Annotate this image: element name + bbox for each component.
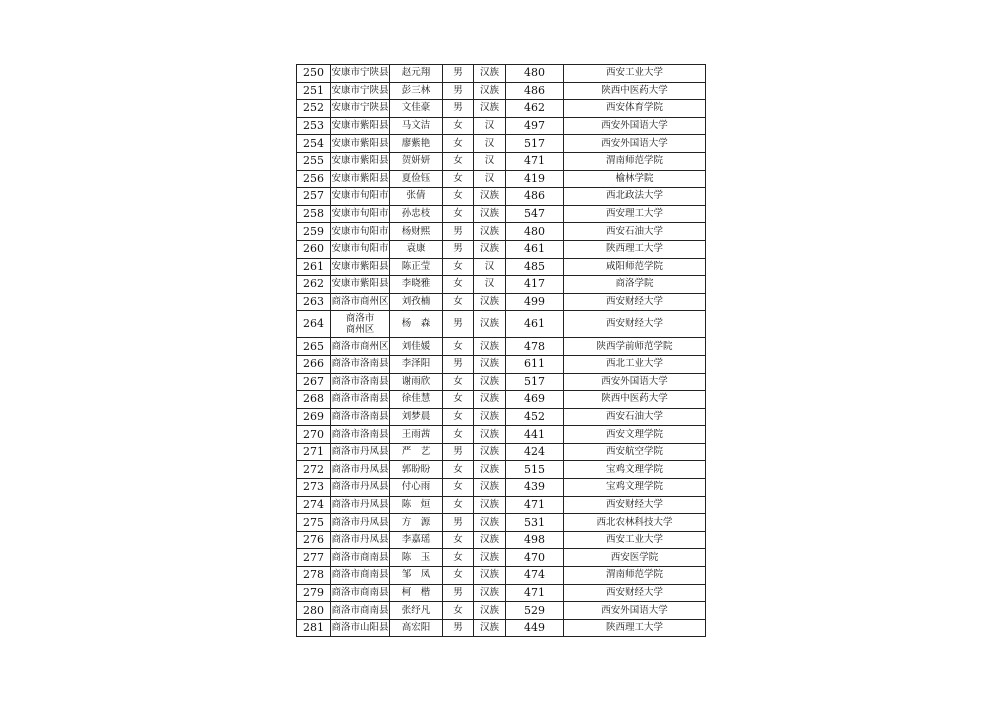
cell-score: 547 [506,205,564,223]
cell-score: 462 [506,100,564,118]
cell-admitted-school: 西北政法大学 [564,188,706,206]
cell-region: 商洛市丹凤县 [331,443,390,461]
cell-region: 商洛市丹凤县 [331,514,390,532]
cell-ethnicity: 汉族 [474,100,506,118]
cell-admitted-school: 榆林学院 [564,170,706,188]
cell-gender: 女 [443,338,474,356]
cell-ethnicity: 汉族 [474,391,506,409]
cell-gender: 女 [443,479,474,497]
cell-gender: 女 [443,276,474,294]
cell-student-name: 杨财熙 [390,223,443,241]
table-row [297,619,706,637]
cell-score: 498 [506,531,564,549]
cell-score: 474 [506,567,564,585]
cell-region: 安康市宁陕县 [331,100,390,118]
table-row [297,584,706,602]
cell-ethnicity: 汉族 [474,584,506,602]
cell-ethnicity: 汉族 [474,479,506,497]
table-row [297,100,706,118]
table-row [297,135,706,153]
cell-number: 267 [297,373,331,391]
cell-ethnicity: 汉 [474,170,506,188]
cell-number: 270 [297,426,331,444]
cell-score: 461 [506,240,564,258]
cell-gender: 女 [443,408,474,426]
cell-number: 272 [297,461,331,479]
cell-gender: 男 [443,311,474,338]
cell-admitted-school: 西安体育学院 [564,100,706,118]
cell-gender: 男 [443,240,474,258]
cell-student-name: 刘梦晨 [390,408,443,426]
cell-student-name: 严 艺 [390,443,443,461]
cell-region: 商洛市丹凤县 [331,479,390,497]
cell-gender: 女 [443,205,474,223]
cell-admitted-school: 咸阳师范学院 [564,258,706,276]
table-row [297,443,706,461]
cell-admitted-school: 西安医学院 [564,549,706,567]
cell-number: 269 [297,408,331,426]
cell-student-name: 李晓雅 [390,276,443,294]
cell-gender: 男 [443,514,474,532]
cell-gender: 女 [443,602,474,620]
cell-number: 264 [297,311,331,338]
cell-student-name: 陈 烜 [390,496,443,514]
table-row [297,338,706,356]
table-row [297,65,706,83]
table-row [297,82,706,100]
cell-ethnicity: 汉族 [474,293,506,311]
cell-gender: 女 [443,373,474,391]
cell-ethnicity: 汉 [474,152,506,170]
cell-ethnicity: 汉族 [474,223,506,241]
cell-gender: 女 [443,135,474,153]
table-row [297,567,706,585]
cell-ethnicity: 汉族 [474,65,506,83]
cell-admitted-school: 商洛学院 [564,276,706,294]
table-row [297,276,706,294]
cell-student-name: 文佳豪 [390,100,443,118]
cell-score: 486 [506,188,564,206]
cell-number: 253 [297,117,331,135]
cell-admitted-school: 西安工业大学 [564,531,706,549]
cell-gender: 女 [443,426,474,444]
cell-admitted-school: 西安文理学院 [564,426,706,444]
table-row [297,461,706,479]
cell-admitted-school: 西安外国语大学 [564,135,706,153]
cell-region: 商洛市丹凤县 [331,531,390,549]
cell-gender: 男 [443,223,474,241]
cell-admitted-school: 陕西理工大学 [564,619,706,637]
cell-admitted-school: 西北工业大学 [564,355,706,373]
cell-score: 517 [506,135,564,153]
cell-score: 471 [506,152,564,170]
cell-ethnicity: 汉族 [474,373,506,391]
cell-score: 441 [506,426,564,444]
cell-student-name: 赵元翔 [390,65,443,83]
cell-number: 268 [297,391,331,409]
cell-region: 商洛市商南县 [331,567,390,585]
cell-number: 276 [297,531,331,549]
cell-number: 258 [297,205,331,223]
cell-score: 480 [506,65,564,83]
cell-region: 商洛市商南县 [331,549,390,567]
table-row [297,549,706,567]
cell-region: 商洛市山阳县 [331,619,390,637]
cell-student-name: 张倩 [390,188,443,206]
table-row [297,293,706,311]
cell-student-name: 杨 森 [390,311,443,338]
table-row [297,152,706,170]
cell-region: 商洛市商南县 [331,602,390,620]
table-row [297,355,706,373]
cell-number: 263 [297,293,331,311]
cell-student-name: 陈 玉 [390,549,443,567]
cell-number: 255 [297,152,331,170]
cell-score: 478 [506,338,564,356]
table-row [297,496,706,514]
cell-gender: 女 [443,531,474,549]
cell-score: 480 [506,223,564,241]
cell-region: 商洛市洛南县 [331,408,390,426]
admission-table-body [297,65,706,637]
cell-score: 419 [506,170,564,188]
cell-score: 469 [506,391,564,409]
cell-region: 商洛市洛南县 [331,391,390,409]
cell-student-name: 刘佳媛 [390,338,443,356]
cell-region: 商洛市商州区 [331,293,390,311]
cell-ethnicity: 汉族 [474,240,506,258]
cell-score: 452 [506,408,564,426]
cell-gender: 女 [443,496,474,514]
cell-region: 安康市紫阳县 [331,117,390,135]
cell-ethnicity: 汉族 [474,602,506,620]
cell-region: 商洛市洛南县 [331,373,390,391]
cell-number: 279 [297,584,331,602]
cell-gender: 女 [443,170,474,188]
cell-admitted-school: 西安外国语大学 [564,117,706,135]
table-row [297,188,706,206]
cell-student-name: 彭三林 [390,82,443,100]
cell-number: 275 [297,514,331,532]
cell-region: 商洛市商州区 [331,338,390,356]
cell-admitted-school: 渭南师范学院 [564,152,706,170]
cell-region: 安康市紫阳县 [331,276,390,294]
cell-region: 安康市旬阳市 [331,205,390,223]
table-row [297,170,706,188]
cell-region: 安康市紫阳县 [331,135,390,153]
cell-gender: 男 [443,100,474,118]
cell-student-name: 孙忠枝 [390,205,443,223]
cell-number: 257 [297,188,331,206]
table-row [297,426,706,444]
cell-ethnicity: 汉 [474,117,506,135]
cell-score: 499 [506,293,564,311]
cell-score: 517 [506,373,564,391]
cell-score: 485 [506,258,564,276]
cell-number: 262 [297,276,331,294]
cell-gender: 女 [443,258,474,276]
cell-number: 252 [297,100,331,118]
cell-score: 461 [506,311,564,338]
cell-ethnicity: 汉族 [474,567,506,585]
cell-number: 254 [297,135,331,153]
cell-score: 470 [506,549,564,567]
cell-number: 271 [297,443,331,461]
cell-ethnicity: 汉族 [474,443,506,461]
cell-ethnicity: 汉族 [474,188,506,206]
cell-region: 商洛市商南县 [331,584,390,602]
admission-list-page [296,64,705,637]
cell-student-name: 柯 楷 [390,584,443,602]
cell-ethnicity: 汉族 [474,549,506,567]
cell-admitted-school: 西安航空学院 [564,443,706,461]
table-row [297,205,706,223]
cell-gender: 女 [443,567,474,585]
cell-ethnicity: 汉 [474,276,506,294]
cell-student-name: 李嘉瑶 [390,531,443,549]
cell-admitted-school: 西安财经大学 [564,584,706,602]
cell-student-name: 刘孜楠 [390,293,443,311]
cell-score: 471 [506,496,564,514]
cell-gender: 男 [443,65,474,83]
table-row [297,223,706,241]
cell-ethnicity: 汉族 [474,408,506,426]
cell-student-name: 贺妍妍 [390,152,443,170]
cell-region: 商洛市 商州区 [331,311,390,338]
cell-admitted-school: 西安财经大学 [564,311,706,338]
cell-admitted-school: 陕西中医药大学 [564,82,706,100]
cell-admitted-school: 西安石油大学 [564,223,706,241]
cell-number: 266 [297,355,331,373]
cell-number: 256 [297,170,331,188]
table-row [297,240,706,258]
table-row [297,258,706,276]
cell-number: 260 [297,240,331,258]
cell-region: 商洛市洛南县 [331,355,390,373]
cell-ethnicity: 汉族 [474,205,506,223]
cell-student-name: 高宏阳 [390,619,443,637]
cell-gender: 女 [443,461,474,479]
cell-number: 265 [297,338,331,356]
cell-region: 商洛市丹凤县 [331,461,390,479]
cell-number: 259 [297,223,331,241]
cell-student-name: 邹 凤 [390,567,443,585]
cell-admitted-school: 宝鸡文理学院 [564,479,706,497]
cell-student-name: 袁康 [390,240,443,258]
cell-region: 安康市紫阳县 [331,152,390,170]
table-row [297,117,706,135]
cell-admitted-school: 西安财经大学 [564,293,706,311]
cell-admitted-school: 西安外国语大学 [564,373,706,391]
cell-ethnicity: 汉族 [474,355,506,373]
cell-ethnicity: 汉族 [474,496,506,514]
cell-gender: 女 [443,549,474,567]
cell-region: 安康市旬阳市 [331,223,390,241]
table-row [297,602,706,620]
table-row [297,311,706,338]
cell-student-name: 廖紫艳 [390,135,443,153]
cell-admitted-school: 渭南师范学院 [564,567,706,585]
cell-admitted-school: 西安石油大学 [564,408,706,426]
cell-number: 280 [297,602,331,620]
cell-gender: 女 [443,152,474,170]
cell-gender: 女 [443,293,474,311]
cell-student-name: 徐佳慧 [390,391,443,409]
cell-ethnicity: 汉 [474,258,506,276]
cell-number: 278 [297,567,331,585]
cell-score: 486 [506,82,564,100]
cell-gender: 女 [443,391,474,409]
cell-student-name: 陈正莹 [390,258,443,276]
cell-score: 439 [506,479,564,497]
cell-number: 281 [297,619,331,637]
cell-gender: 男 [443,355,474,373]
cell-student-name: 付心雨 [390,479,443,497]
cell-score: 529 [506,602,564,620]
cell-region: 安康市紫阳县 [331,170,390,188]
cell-admitted-school: 西安理工大学 [564,205,706,223]
cell-region: 安康市紫阳县 [331,258,390,276]
cell-admitted-school: 西安工业大学 [564,65,706,83]
cell-admitted-school: 陕西中医药大学 [564,391,706,409]
cell-region: 安康市旬阳市 [331,188,390,206]
cell-student-name: 马文洁 [390,117,443,135]
cell-gender: 男 [443,443,474,461]
cell-gender: 女 [443,188,474,206]
cell-admitted-school: 陕西理工大学 [564,240,706,258]
table-row [297,391,706,409]
cell-number: 277 [297,549,331,567]
table-row [297,479,706,497]
cell-student-name: 李泽阳 [390,355,443,373]
table-row [297,514,706,532]
cell-score: 531 [506,514,564,532]
cell-gender: 男 [443,619,474,637]
cell-admitted-school: 西北农林科技大学 [564,514,706,532]
table-row [297,373,706,391]
cell-student-name: 王雨茜 [390,426,443,444]
cell-ethnicity: 汉 [474,135,506,153]
cell-ethnicity: 汉族 [474,461,506,479]
cell-number: 261 [297,258,331,276]
cell-gender: 女 [443,117,474,135]
cell-number: 251 [297,82,331,100]
cell-number: 273 [297,479,331,497]
cell-score: 611 [506,355,564,373]
cell-score: 449 [506,619,564,637]
cell-admitted-school: 陕西学前师范学院 [564,338,706,356]
cell-ethnicity: 汉族 [474,514,506,532]
cell-region: 安康市宁陕县 [331,82,390,100]
cell-ethnicity: 汉族 [474,426,506,444]
cell-number: 250 [297,65,331,83]
cell-ethnicity: 汉族 [474,311,506,338]
cell-score: 471 [506,584,564,602]
cell-student-name: 夏俭钰 [390,170,443,188]
cell-ethnicity: 汉族 [474,82,506,100]
cell-ethnicity: 汉族 [474,619,506,637]
table-row [297,408,706,426]
table-row [297,531,706,549]
cell-gender: 男 [443,82,474,100]
cell-region: 安康市宁陕县 [331,65,390,83]
admission-table [296,64,706,637]
cell-student-name: 方 源 [390,514,443,532]
cell-student-name: 张纾凡 [390,602,443,620]
cell-score: 424 [506,443,564,461]
cell-region: 商洛市洛南县 [331,426,390,444]
cell-score: 515 [506,461,564,479]
cell-student-name: 谢雨欣 [390,373,443,391]
cell-ethnicity: 汉族 [474,338,506,356]
cell-score: 497 [506,117,564,135]
cell-number: 274 [297,496,331,514]
cell-region: 安康市旬阳市 [331,240,390,258]
cell-gender: 男 [443,584,474,602]
cell-admitted-school: 西安财经大学 [564,496,706,514]
cell-admitted-school: 西安外国语大学 [564,602,706,620]
cell-ethnicity: 汉族 [474,531,506,549]
cell-student-name: 郭盼盼 [390,461,443,479]
cell-admitted-school: 宝鸡文理学院 [564,461,706,479]
cell-region: 商洛市丹凤县 [331,496,390,514]
cell-score: 417 [506,276,564,294]
